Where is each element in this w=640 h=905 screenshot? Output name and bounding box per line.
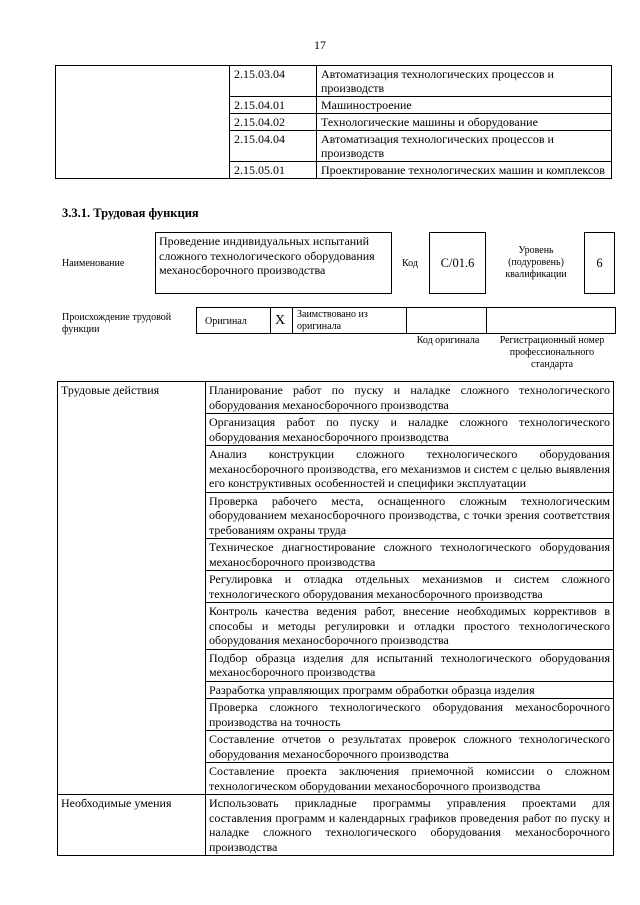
list-item: Использовать прикладные программы управления проектами для составления программ и календарных графиков проведения работ по пуску и наладке сложного технологического оборудования механосборочного производства: [206, 795, 614, 856]
reg-number-caption: Регистрационный номер профессионального стандарта: [499, 335, 605, 370]
original-label: Оригинал: [205, 316, 247, 327]
function-name-box: Проведение индивидуальных испытаний сложного технологического оборудования механосборочного производства: [155, 232, 392, 294]
code-cell: 2.15.04.04: [230, 131, 317, 162]
list-item: Составление отчетов о результатах проверок сложного технологического оборудования механосборочного производства: [206, 731, 614, 763]
table-row: [58, 382, 614, 414]
list-item: Анализ конструкции сложного технологического оборудования механосборочного производства, его механизмов и систем с целью выявления его конструктивных особенностей и специфики эксплуатации: [206, 446, 614, 493]
name-label: Наименование: [62, 258, 125, 269]
list-item: Проверка рабочего места, оснащенного сложным технологическим оборудованием механосборочного производства, с точки зрения соответствия требованиям охраны труда: [206, 492, 614, 539]
code-cell: 2.15.03.04: [230, 66, 317, 97]
code-cell: 2.15.04.01: [230, 97, 317, 114]
list-item: Контроль качества ведения работ, внесение необходимых коррективов в способы и методы регулировки и отладки простого технологического оборудования механосборочного производства: [206, 603, 614, 650]
empty-cell: [56, 66, 230, 179]
original-mark: X: [275, 313, 286, 328]
divider: [406, 307, 407, 334]
code-cell: 2.15.04.02: [230, 114, 317, 131]
name-cell: Проектирование технологических машин и комплексов: [317, 162, 612, 179]
labor-actions-label: Трудовые действия: [58, 382, 206, 795]
table-row: [58, 795, 614, 856]
level-box: 6: [584, 232, 615, 294]
page-number: 17: [314, 38, 326, 52]
list-item: Техническое диагностирование сложного технологического оборудования механосборочного производства: [206, 539, 614, 571]
level-label: Уровень (подуровень) квалификации: [505, 245, 567, 280]
table-row: [56, 66, 612, 97]
codes-table: [55, 65, 612, 179]
list-item: Разработка управляющих программ обработки образца изделия: [206, 681, 614, 699]
list-item: Проверка сложного технологического оборудования механосборочного производства на точность: [206, 699, 614, 731]
list-item: Планирование работ по пуску и наладке сложного технологического оборудования механосборочного производства: [206, 382, 614, 414]
list-item: Организация работ по пуску и наладке сложного технологического оборудования механосборочного производства: [206, 414, 614, 446]
divider: [486, 307, 487, 334]
list-item: Подбор образца изделия для испытаний технологического оборудования механосборочного производства: [206, 649, 614, 681]
name-cell: Автоматизация технологических процессов и производств: [317, 131, 612, 162]
borrowed-label: Заимствовано из оригинала: [297, 309, 368, 332]
origin-label: Происхождение трудовой функции: [62, 312, 172, 335]
function-code-box: C/01.6: [429, 232, 486, 294]
skills-label: Необходимые умения: [58, 795, 206, 856]
code-cell: 2.15.05.01: [230, 162, 317, 179]
list-item: Составление проекта заключения приемочной комиссии о сложном технологическом оборудовании механосборочного производства: [206, 763, 614, 795]
labor-table: [57, 381, 614, 856]
name-cell: Автоматизация технологических процессов и производств: [317, 66, 612, 97]
divider: [270, 307, 271, 334]
section-heading: 3.3.1. Трудовая функция: [62, 206, 199, 220]
name-cell: Машиностроение: [317, 97, 612, 114]
name-cell: Технологические машины и оборудование: [317, 114, 612, 131]
code-original-caption: Код оригинала: [416, 335, 480, 346]
divider: [292, 307, 293, 334]
code-label: Код: [402, 258, 418, 269]
list-item: Регулировка и отладка отдельных механизмов и систем сложного технологического оборудования механосборочного производства: [206, 571, 614, 603]
